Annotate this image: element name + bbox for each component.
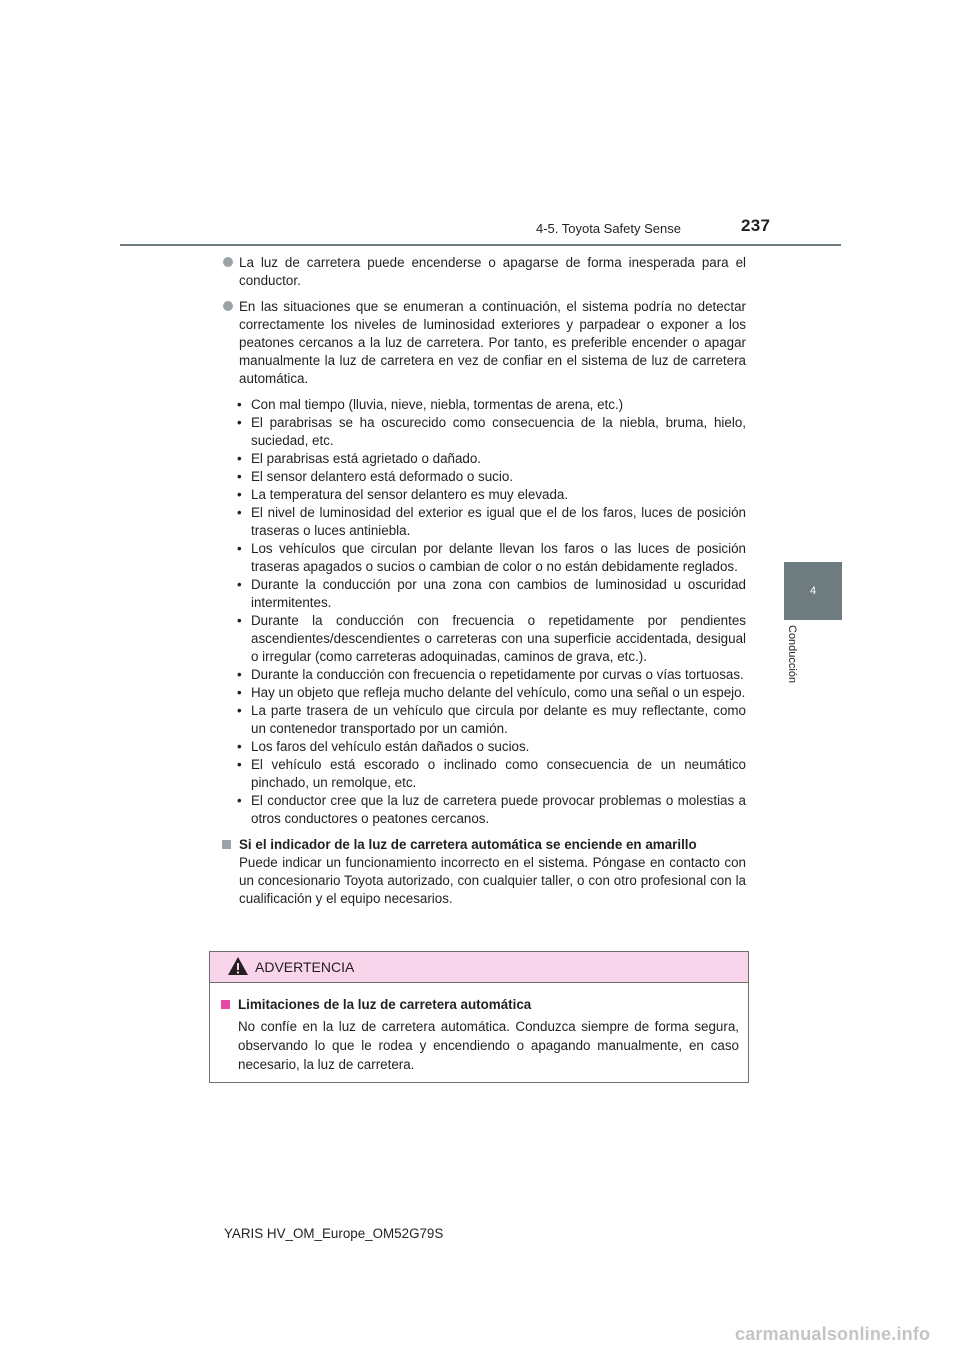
list-item <box>222 414 746 450</box>
dot-bullet-icon: • <box>237 451 242 466</box>
list-item-text: Con mal tiempo (lluvia, nieve, niebla, tormentas de arena, etc.) <box>251 397 624 412</box>
list-item-text: El vehículo está escorado o inclinado como consecuencia de un neumático pinchado, un remolque, etc. <box>251 757 746 790</box>
dot-bullet-icon: • <box>237 469 242 484</box>
square-bullet-icon <box>221 1000 230 1009</box>
section-heading-text: Si el indicador de la luz de carretera automática se enciende en amarillo <box>239 837 697 852</box>
dot-bullet-icon: • <box>237 703 242 718</box>
list-item <box>222 684 746 702</box>
list-item-text: Los vehículos que circulan por delante llevan los faros o las luces de posición traseras apagados o sucios o cambian de color o no están debidamente reglados. <box>251 541 746 574</box>
bullet-paragraph <box>222 254 746 290</box>
list-item <box>222 540 746 576</box>
list-item <box>222 396 746 414</box>
dot-bullet-icon: • <box>237 757 242 772</box>
bullet-text: En las situaciones que se enumeran a continuación, el sistema podría no detectar correctamente los niveles de luminosidad exteriores y parpadear o exponer a los peatones cercanos a la luz de carretera. Por tanto, es preferible encender o apagar manualmente la luz de carretera en vez de confiar en el sistema de luz de carretera automática. <box>239 299 746 386</box>
warning-body: No confíe en la luz de carretera automática. Conduzca siempre de forma segura, observando lo que le rodea y encendiendo o apagando manualmente, en caso necesario, la luz de carretera. <box>238 1019 739 1072</box>
list-item-text: El conductor cree que la luz de carretera puede provocar problemas o molestias a otros conductores o peatones cercanos. <box>251 793 746 826</box>
chapter-label: Conducción <box>786 625 798 684</box>
list-item <box>222 450 746 468</box>
warning-triangle-icon <box>227 956 249 976</box>
running-header-section: 4-5. Toyota Safety Sense <box>535 221 681 236</box>
dot-bullet-icon: • <box>237 613 242 628</box>
square-bullet-icon <box>222 840 231 849</box>
dot-bullet-icon: • <box>237 397 242 412</box>
list-item-text: Durante la conducción con frecuencia o repetidamente por pendientes ascendientes/descendientes o carreteras con una superficie accidentada, desigual o irregular (como carreteras adoquinadas, caminos de grava, etc.). <box>251 613 746 664</box>
list-item <box>222 504 746 540</box>
list-item-text: Durante la conducción con frecuencia o repetidamente por curvas o vías tortuosas. <box>251 667 744 682</box>
warning-box <box>209 951 749 1083</box>
bullet-paragraph <box>222 298 746 388</box>
warning-content <box>210 983 748 1074</box>
section-heading <box>222 836 746 854</box>
page-number: 237 <box>741 216 771 235</box>
condition-list <box>222 396 746 828</box>
header-rule <box>120 244 841 246</box>
warning-heading-text: Limitaciones de la luz de carretera automática <box>238 997 532 1012</box>
list-item <box>222 756 746 792</box>
warning-title: ADVERTENCIA <box>255 959 355 975</box>
footer-doc-code: YARIS HV_OM_Europe_OM52G79S <box>224 1226 444 1241</box>
list-item-text: La parte trasera de un vehículo que circula por delante es muy reflectante, como un contenedor transportado por un camión. <box>251 703 746 736</box>
chapter-number: 4 <box>809 585 817 597</box>
main-content <box>222 254 746 908</box>
list-item-text: Durante la conducción por una zona con cambios de luminosidad u oscuridad intermitentes. <box>251 577 746 610</box>
bullet-text: La luz de carretera puede encenderse o apagarse de forma inesperada para el conductor. <box>239 255 746 288</box>
dot-bullet-icon: • <box>237 739 242 754</box>
list-item-text: La temperatura del sensor delantero es muy elevada. <box>251 487 569 502</box>
dot-bullet-icon: • <box>237 667 242 682</box>
dot-bullet-icon: • <box>237 541 242 556</box>
list-item-text: El parabrisas está agrietado o dañado. <box>251 451 482 466</box>
watermark: carmanualsonline.info <box>735 1324 931 1344</box>
dot-bullet-icon: • <box>237 577 242 592</box>
dot-bullet-icon: • <box>237 487 242 502</box>
list-item <box>222 576 746 612</box>
warning-heading <box>219 995 739 1014</box>
dot-bullet-icon: • <box>237 793 242 808</box>
list-item <box>222 486 746 504</box>
section-body: Puede indicar un funcionamiento incorrecto en el sistema. Póngase en contacto con un concesionario Toyota autorizado, con cualquier taller, o con otro profesional con la cualificación y el equipo necesarios. <box>239 855 746 906</box>
dot-bullet-icon: • <box>237 685 242 700</box>
list-item <box>222 666 746 684</box>
chapter-label-wrap <box>784 625 804 705</box>
list-item-text: El parabrisas se ha oscurecido como consecuencia de la niebla, bruma, hielo, suciedad, etc. <box>251 415 746 448</box>
round-bullet-icon <box>223 301 233 311</box>
list-item <box>222 738 746 756</box>
list-item-text: Hay un objeto que refleja mucho delante del vehículo, como una señal o un espejo. <box>251 685 746 700</box>
dot-bullet-icon: • <box>237 505 242 520</box>
warning-header <box>210 952 748 983</box>
list-item-text: El sensor delantero está deformado o sucio. <box>251 469 514 484</box>
round-bullet-icon <box>223 257 233 267</box>
list-item-text: Los faros del vehículo están dañados o sucios. <box>251 739 530 754</box>
list-item <box>222 468 746 486</box>
dot-bullet-icon: • <box>237 415 242 430</box>
chapter-tab <box>784 562 842 620</box>
list-item <box>222 702 746 738</box>
list-item <box>222 792 746 828</box>
list-item <box>222 612 746 666</box>
list-item-text: El nivel de luminosidad del exterior es igual que el de los faros, luces de posición traseras o luces antiniebla. <box>251 505 746 538</box>
